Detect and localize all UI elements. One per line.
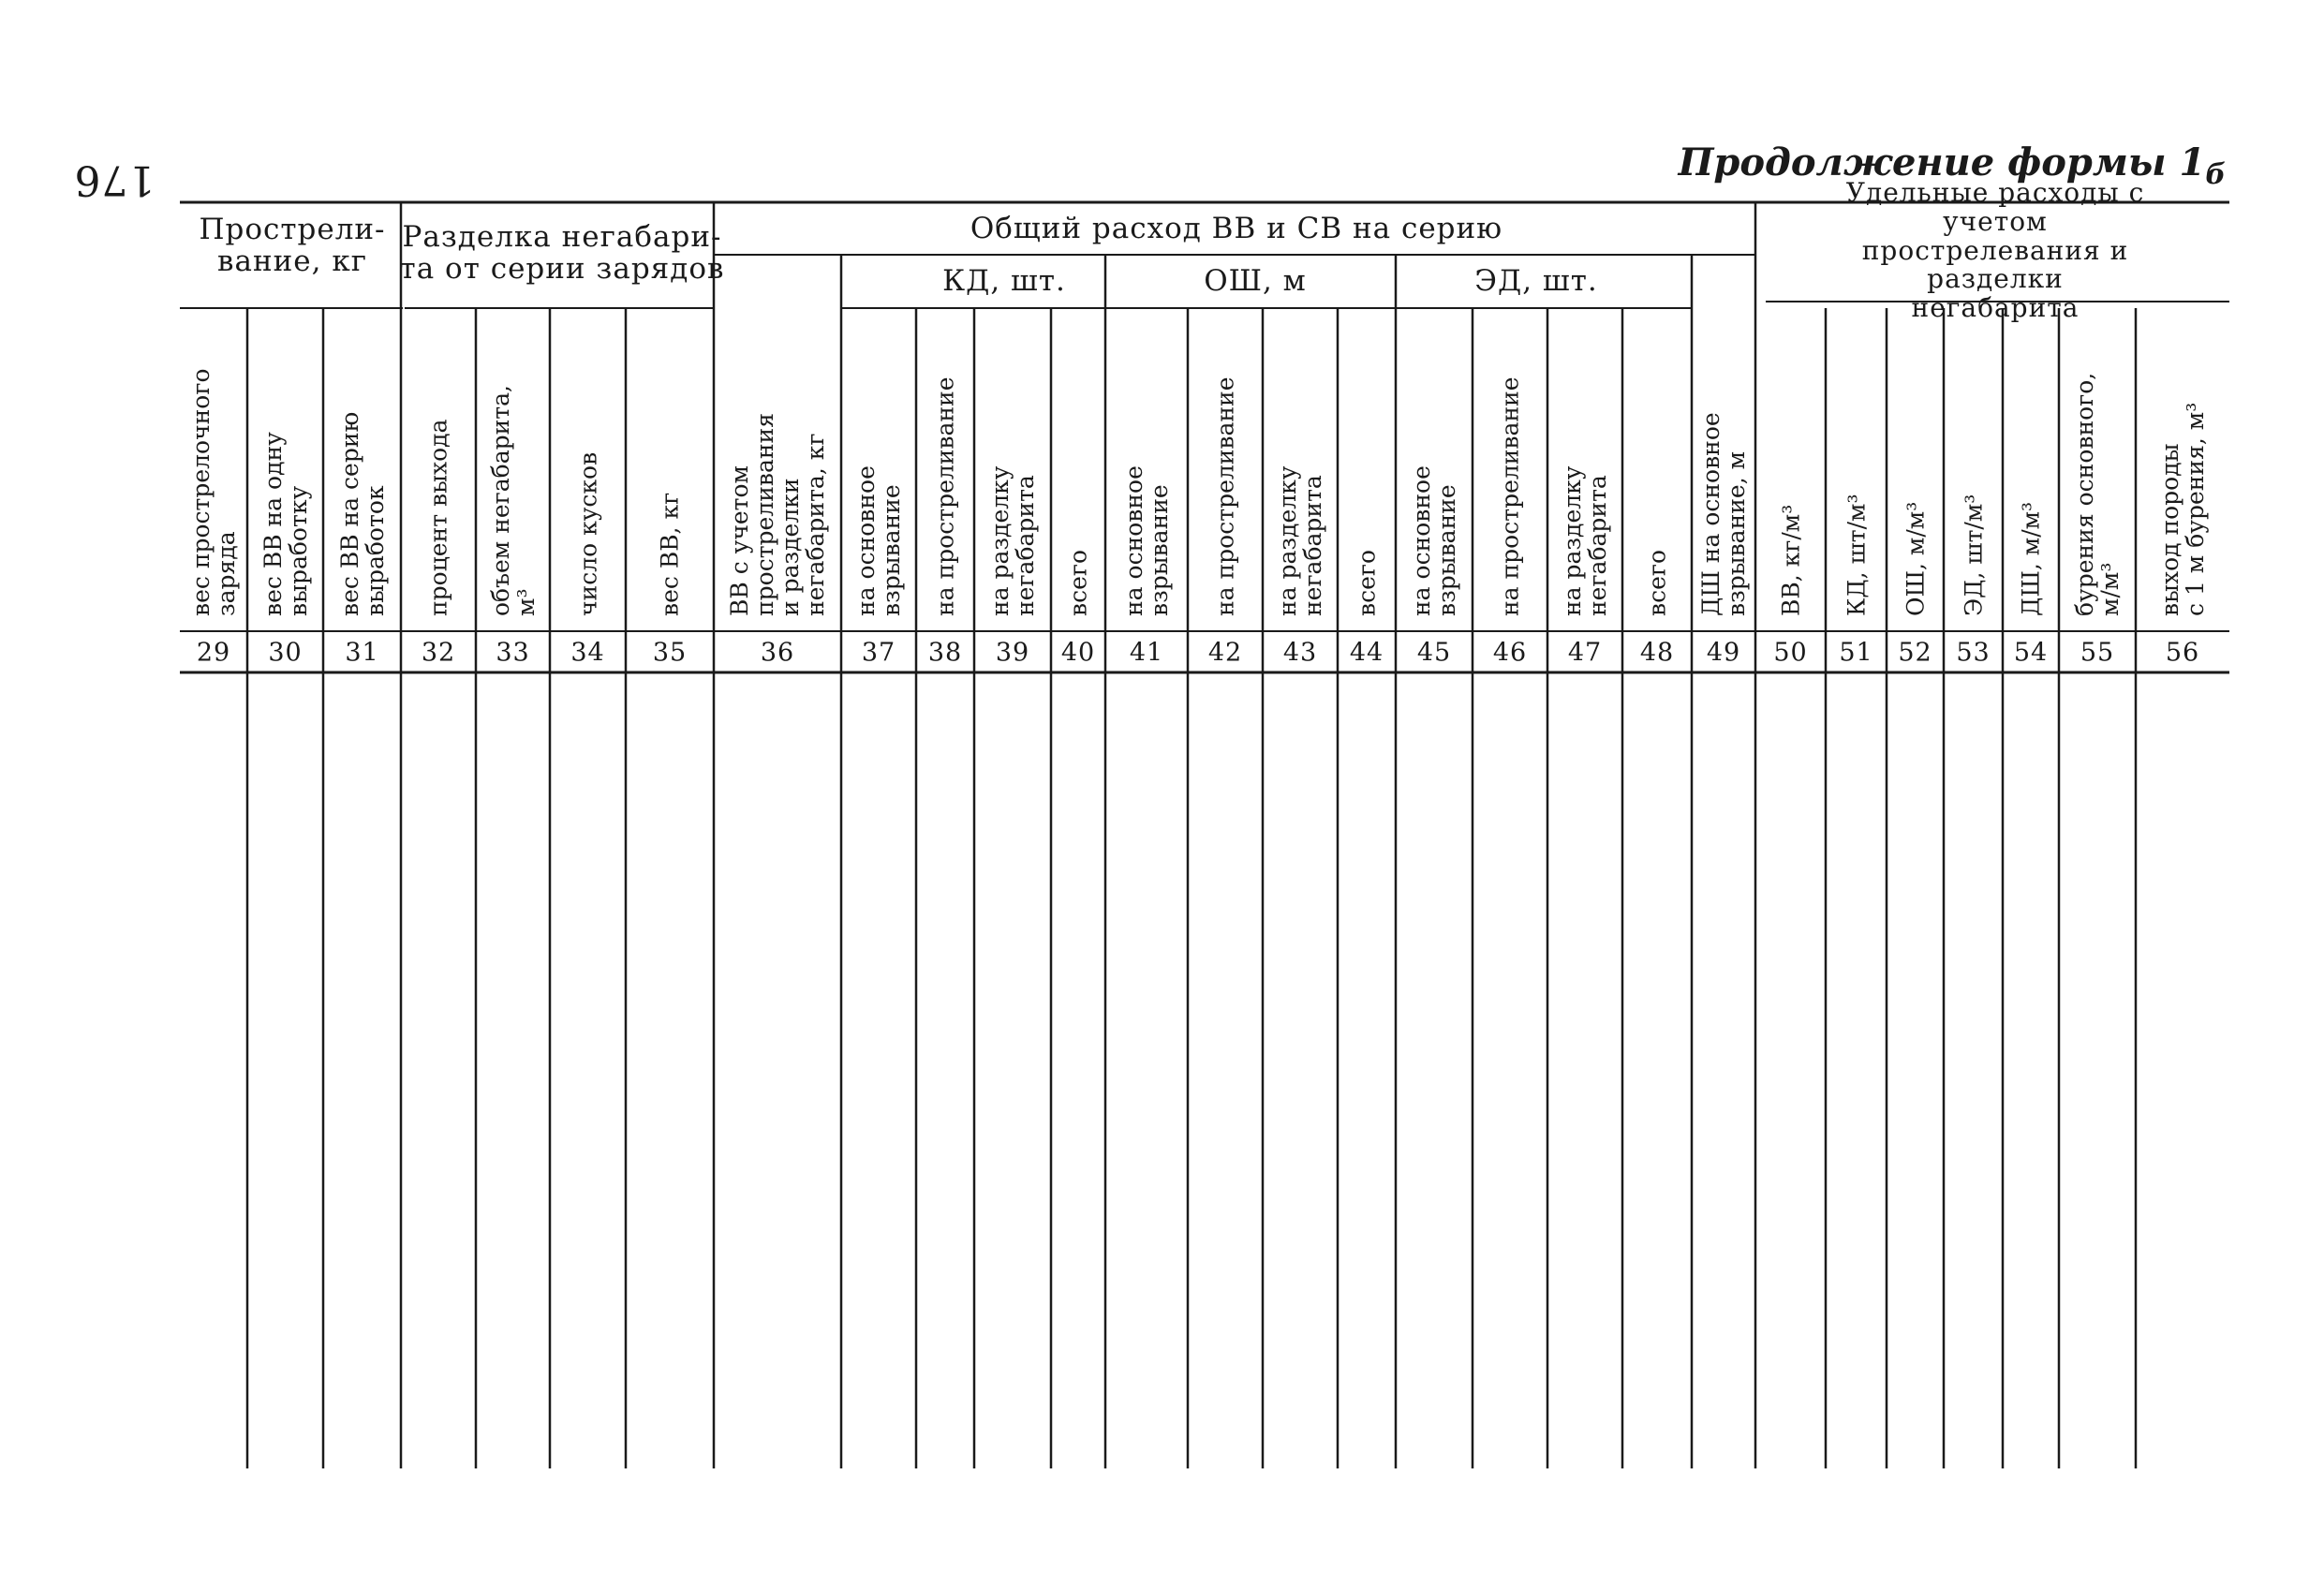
- column-header-label: на простреливание: [1211, 376, 1239, 616]
- column-number: 32: [421, 638, 456, 668]
- column-header-cell: [1755, 312, 1826, 621]
- continuation-title-subscript: б: [2205, 158, 2226, 191]
- column-header-label: вес прострелочного заряда: [187, 368, 240, 616]
- column-header-label: КД, шт/м³: [1843, 494, 1870, 616]
- column-header-cell: [1887, 312, 1944, 621]
- column-number: 56: [2165, 638, 2200, 668]
- column-header-cell: [1622, 312, 1692, 621]
- column-header-label: бурения основного, м/м³: [2071, 372, 2124, 616]
- column-header-label: вес ВВ, кг: [656, 492, 684, 616]
- column-header-label: объем негабарита, м³: [486, 385, 540, 616]
- column-number: 48: [1639, 638, 1675, 668]
- column-number: 44: [1349, 638, 1384, 668]
- column-header-label: на простреливание: [931, 376, 959, 616]
- column-header-label: ЭД, шт/м³: [1960, 494, 1987, 616]
- column-header-cell: [247, 312, 323, 621]
- column-header-cell: [550, 312, 626, 621]
- column-header-cell: [2136, 312, 2229, 621]
- page-number: 176: [73, 155, 155, 204]
- column-header-label: на основное взрывание: [1120, 465, 1173, 616]
- column-number: 45: [1416, 638, 1452, 668]
- column-header-label: ВВ, кг/м³: [1777, 504, 1804, 616]
- column-number: 43: [1282, 638, 1318, 668]
- column-header-label: вес ВВ на одну выработку: [259, 432, 312, 616]
- column-header-label: на основное взрывание: [1408, 465, 1460, 616]
- column-number: 52: [1898, 638, 1932, 668]
- column-number: 31: [345, 638, 379, 668]
- column-number: 36: [760, 638, 795, 668]
- column-header-cell: [476, 312, 550, 621]
- column-header-cell: [974, 312, 1051, 621]
- column-number: 39: [995, 638, 1030, 668]
- subgroup-header-ed: ЭД, шт.: [1474, 263, 1598, 298]
- group-header-oversize: Разделка негабари- та от серии зарядов: [399, 219, 725, 286]
- group-header-total: Общий расход ВВ и СВ на серию: [970, 211, 1503, 245]
- column-header-label: вес ВВ на серию выработок: [335, 411, 389, 616]
- column-header-label: ОШ, м/м³: [1902, 501, 1929, 616]
- column-header-cell: [714, 312, 841, 621]
- column-header-cell: [1188, 312, 1263, 621]
- column-header-label: на простреливание: [1496, 376, 1524, 616]
- column-header-label: на разделку негабарита: [1274, 465, 1326, 616]
- column-number: 53: [1956, 638, 1991, 668]
- column-number: 46: [1492, 638, 1528, 668]
- column-header-label: на основное взрывание: [852, 465, 905, 616]
- column-header-cell: [1338, 312, 1396, 621]
- column-header-cell: [1826, 312, 1887, 621]
- column-header-label: процент выхода: [424, 419, 452, 616]
- column-header-cell: [1547, 312, 1622, 621]
- subgroup-header-osh: ОШ, м: [1204, 263, 1307, 298]
- column-header-cell: [626, 312, 714, 621]
- column-header-cell: [916, 312, 974, 621]
- column-header-cell: [1396, 312, 1473, 621]
- column-number: 37: [861, 638, 896, 668]
- column-header-label: число кусков: [574, 451, 601, 616]
- column-header-cell: [1473, 312, 1547, 621]
- column-number: 47: [1567, 638, 1603, 668]
- column-number: 42: [1207, 638, 1243, 668]
- column-header-label: всего: [1064, 549, 1092, 616]
- column-number: 40: [1060, 638, 1096, 668]
- column-number: 50: [1773, 638, 1808, 668]
- column-header-cell: [1692, 312, 1755, 621]
- column-number: 34: [570, 638, 605, 668]
- column-number: 30: [268, 638, 303, 668]
- column-number: 55: [2080, 638, 2115, 668]
- column-header-label: всего: [1643, 549, 1671, 616]
- column-number: 41: [1129, 638, 1164, 668]
- column-header-cell: [2003, 312, 2059, 621]
- column-header-cell: [1051, 312, 1105, 621]
- column-header-cell: [180, 312, 247, 621]
- column-number: 29: [196, 638, 231, 668]
- column-header-label: ДШ, м/м³: [2017, 501, 2045, 616]
- column-number: 33: [496, 638, 530, 668]
- column-header-label: ВВ с учетом простреливания и разделки негабарита, кг: [726, 413, 829, 616]
- subgroup-header-kd: КД, шт.: [942, 263, 1066, 298]
- column-header-cell: [1105, 312, 1188, 621]
- column-header-label: ДШ на основное взрывание, м: [1697, 412, 1750, 616]
- column-header-cell: [2059, 312, 2136, 621]
- group-header-specific: Удельные расходы с учетом прострелевания и разделки негабарита: [1845, 177, 2145, 324]
- column-number: 54: [2013, 638, 2049, 668]
- column-number: 35: [652, 638, 688, 668]
- column-header-label: на разделку негабарита: [1559, 465, 1611, 616]
- column-header-label: всего: [1353, 549, 1381, 616]
- column-number: 49: [1706, 638, 1741, 668]
- column-header-label: на разделку негабарита: [986, 465, 1039, 616]
- column-header-cell: [1944, 312, 2003, 621]
- continuation-title-text: Продолжение формы 1: [1678, 140, 2206, 184]
- column-number: 51: [1839, 638, 1873, 668]
- column-header-label: выход породы с 1 м бурения, м³: [2156, 402, 2209, 616]
- column-header-cell: [323, 312, 401, 621]
- column-header-cell: [841, 312, 916, 621]
- group-header-shooting: Прострели- вание, кг: [199, 212, 386, 278]
- column-header-cell: [1263, 312, 1338, 621]
- column-header-cell: [401, 312, 476, 621]
- column-number: 38: [927, 638, 963, 668]
